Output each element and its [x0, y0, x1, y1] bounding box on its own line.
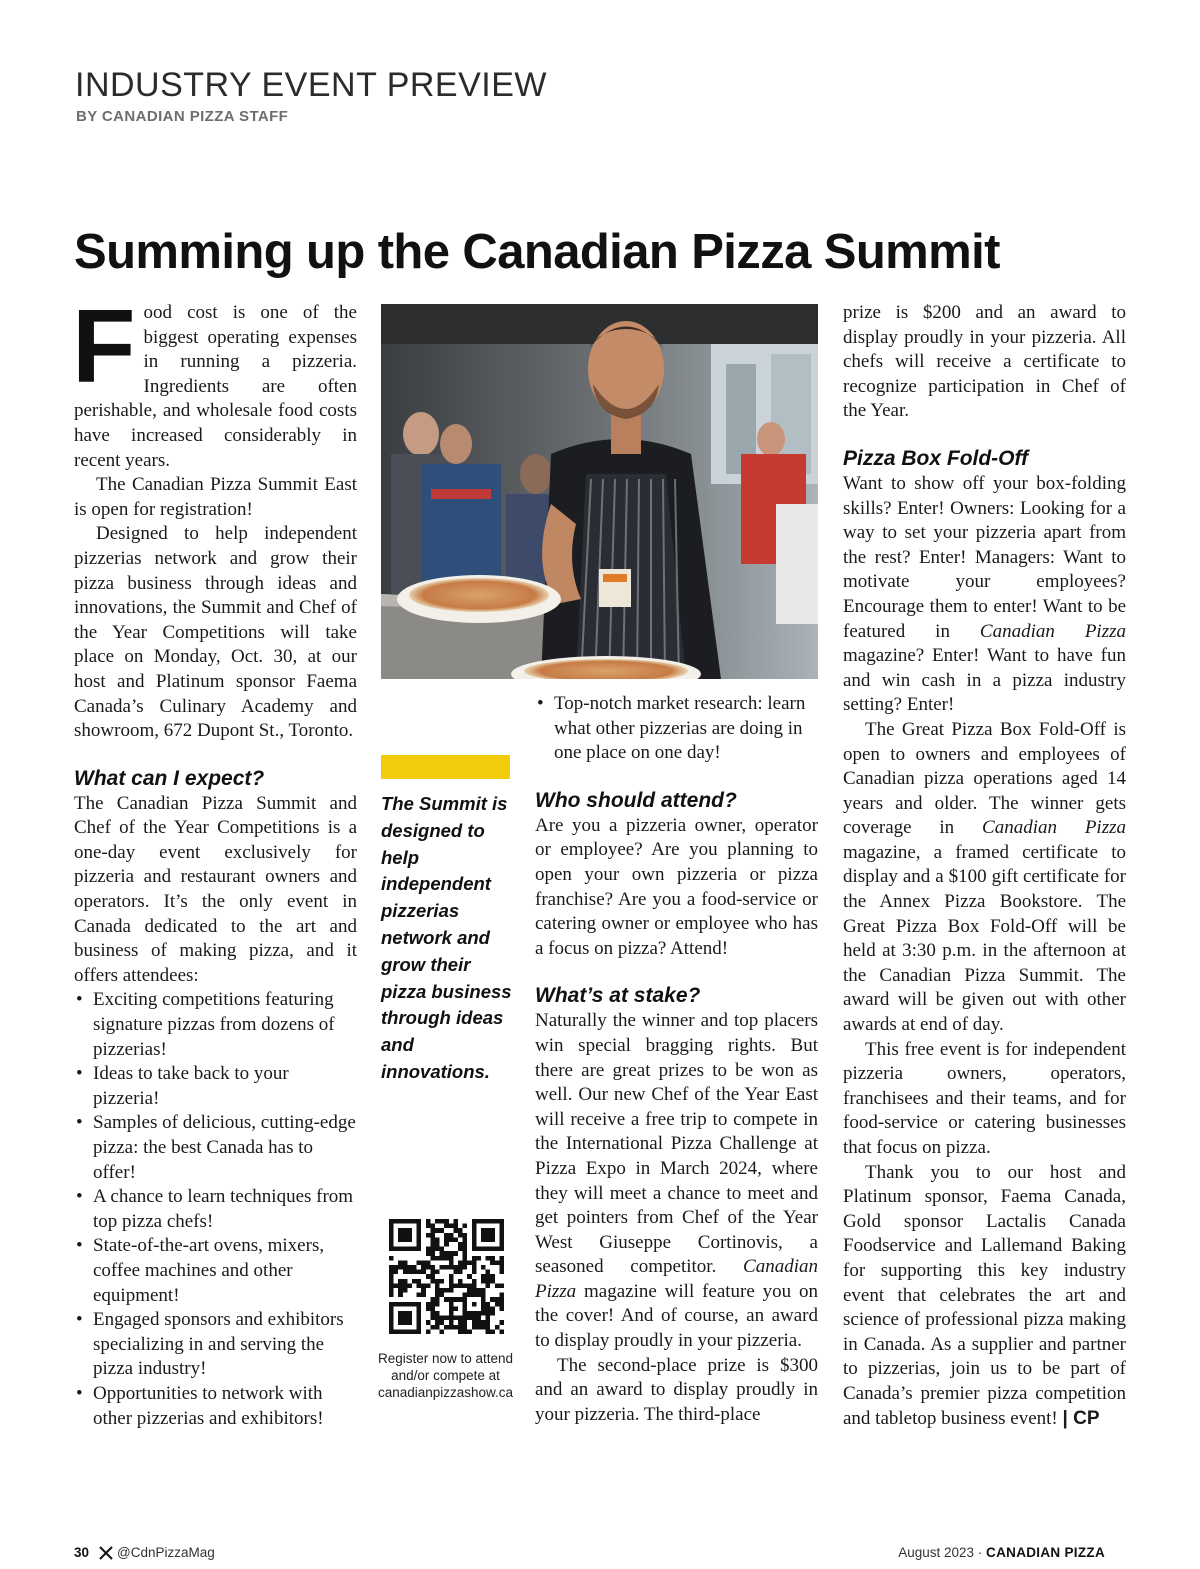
list-item: • State-of-the-art ovens, mixers, coffee machines and other equipment!: [74, 1234, 357, 1308]
list-item: • Ideas to take back to your pizzeria!: [74, 1062, 357, 1111]
article-headline: Summing up the Canadian Pizza Summit: [74, 225, 1000, 279]
benefits-list-continued: [535, 692, 818, 766]
paragraph: The Great Pizza Box Fold-Off is open to owners and employees of Canadian pizza operations aged 14 years and older. The winner gets coverage in Canadian Pizza magazine, a framed certificate to display and a $100 gift certificate for the Annex Pizza Bookstore. The Great Pizza Box Fold-Off will be held at 3:30 p.m. in the afternoon at the Canadian Pizza Summit. The award will be given out with other awards at end of day.: [843, 718, 1126, 1036]
end-mark: | CP: [1062, 1407, 1100, 1429]
paragraph: The Canadian Pizza Summit East is open for registration!: [74, 474, 357, 520]
list-item: • Top-notch market research: learn what other pizzerias are doing in one place on one day!: [535, 692, 818, 766]
issue-date: August 2023 ·: [898, 1545, 983, 1560]
paragraph: Want to show off your box-folding skills? Enter! Owners: Looking for a way to set your pizzeria apart from the rest? Enter! Managers: Want to motivate your employees? Encourage them to enter! Want to be featured in Canadian Pizza magazine? Enter! Want to have fun and win cash in a pizza industry setting? Enter!: [843, 472, 1126, 716]
column-1: [72, 289, 357, 1431]
social-handle[interactable]: @CdnPizzaMag: [117, 1545, 215, 1560]
x-logo-icon: [99, 1546, 113, 1560]
magazine-name: CANADIAN PIZZA: [986, 1545, 1105, 1560]
byline: BY CANADIAN PIZZA STAFF: [76, 108, 289, 125]
intro-paragraph: Food cost is one of the biggest operating expenses in running a pizzeria. Ingredients are often perishable, and wholesale food costs have increased considerably in recent years.: [72, 289, 357, 471]
list-item: • Opportunities to network with other pizzerias and exhibitors!: [74, 1382, 357, 1431]
chef-photo-illustration: [381, 304, 818, 679]
paragraph: prize is $200 and an award to display proudly in your pizzeria. All chefs will receive a certificate to recognize participation in Chef of the Year.: [843, 302, 1126, 422]
paragraph: Designed to help independent pizzerias network and grow their pizza business through ideas and innovations, the Summit and Chef of the Year Competitions will take place on Monday, Oct. 30, at our host and Platinum sponsor Faema Canada’s Culinary Academy and showroom, 672 Dupont St., Toronto.: [74, 523, 357, 742]
footer-right: [898, 1545, 1105, 1560]
pull-quote: The Summit is designed to help independent pizzerias network and grow their pizza business through ideas and innovations.: [381, 793, 512, 1082]
column-4: [843, 301, 1126, 1431]
list-item: • Engaged sponsors and exhibitors specializing in and serving the pizza industry!: [74, 1308, 357, 1382]
subheading-what-can-i-expect: What can I expect?: [74, 766, 265, 790]
paragraph: The Canadian Pizza Summit and Chef of the Year Competitions is a one-day event exclusively for pizzeria and restaurant owners and operators. It’s the only event in Canada dedicated to the art and business of making pizza, and it offers attendees:: [74, 792, 357, 986]
subheading-whats-at-stake: What’s at stake?: [535, 984, 701, 1008]
subheading-who-should-attend: Who should attend?: [535, 788, 737, 812]
list-item: • A chance to learn techniques from top pizza chefs!: [74, 1185, 357, 1234]
list-item: • Samples of delicious, cutting-edge pizza: the best Canada has to offer!: [74, 1111, 357, 1185]
footer-left: [74, 1545, 215, 1560]
paragraph: This free event is for independent pizzeria owners, operators, franchisees and their teams, and for food-service or catering businesses that focus on pizza.: [843, 1038, 1126, 1158]
column-3: [535, 692, 818, 1427]
chef-photo: [381, 304, 818, 679]
registration-qr-code[interactable]: [389, 1219, 504, 1334]
subheading-pizza-box-fold-off: Pizza Box Fold-Off: [843, 446, 1029, 470]
paragraph: Naturally the winner and top placers win special bragging rights. But there are great prizes to be won as well. Our new Chef of the Year East will receive a free trip to compete in the International Pizza Challenge at Pizza Expo in March 2024, where they will meet a chance to meet and get pointers from Chef of the Year West Giuseppe Cortinovis, a seasoned competitor. Canadian Pizza magazine will feature you on the cover! And of course, an award to display proudly in your pizzeria.: [535, 1010, 818, 1352]
paragraph: Are you a pizzeria owner, operator or employee? Are you planning to open your own pizzeria or pizza franchise? Are you a food-service or catering owner or employee who has a focus on pizza? Attend!: [535, 814, 818, 959]
paragraph: Thank you to our host and Platinum sponsor, Faema Canada, Gold sponsor Lactalis Canada Foodservice and Lallemand Baking for supporting this key industry event that celebrates the art and science of professional pizza making in Canada. As a supplier and partner to pizzerias, join us to be part of Canada’s premier pizza competition and tabletop business event! | CP: [843, 1161, 1126, 1429]
accent-bar: [381, 755, 510, 779]
benefits-list: [74, 988, 357, 1431]
drop-cap: F: [72, 289, 136, 405]
qr-code-graphic: [389, 1219, 504, 1334]
list-item: • Exciting competitions featuring signature pizzas from dozens of pizzerias!: [74, 988, 357, 1062]
qr-caption: Register now to attend and/or compete at canadianpizzashow.ca: [377, 1351, 514, 1400]
paragraph: The second-place prize is $300 and an award to display proudly in your pizzeria. The third-place: [535, 1354, 818, 1425]
page-number: 30: [74, 1545, 90, 1560]
section-kicker: INDUSTRY EVENT PREVIEW: [75, 66, 547, 104]
